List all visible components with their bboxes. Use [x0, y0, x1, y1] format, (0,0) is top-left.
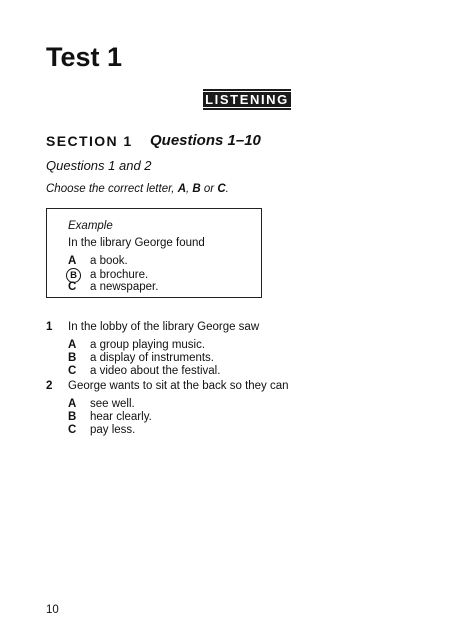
example-option-c	[68, 281, 158, 294]
instruction-letter-b: B	[192, 183, 201, 195]
instruction-prefix: Choose the correct letter,	[46, 183, 178, 195]
option-text: see well.	[90, 398, 135, 410]
question-1-option-b[interactable]	[68, 352, 214, 365]
option-letter: A	[68, 339, 77, 351]
option-letter: C	[68, 365, 77, 377]
option-letter: C	[68, 281, 77, 293]
option-letter: C	[68, 424, 77, 436]
question-1-number: 1	[46, 321, 53, 333]
listening-banner-label: LISTENING	[200, 91, 294, 108]
page-number: 10	[46, 604, 59, 616]
question-1-option-a[interactable]	[68, 339, 205, 352]
option-letter: B	[68, 352, 77, 364]
question-2-number: 2	[46, 380, 53, 392]
option-text: pay less.	[90, 424, 136, 436]
option-text: a newspaper.	[90, 281, 159, 293]
example-label: Example	[68, 220, 113, 232]
question-2-text: George wants to sit at the back so they can	[68, 380, 289, 392]
option-text: a group playing music.	[90, 339, 206, 351]
question-2-option-a[interactable]	[68, 398, 135, 411]
option-letter: B	[68, 411, 77, 423]
question-1-option-c[interactable]	[68, 365, 220, 378]
instruction-sep-2: or	[200, 183, 218, 195]
test-title: Test 1	[46, 42, 123, 72]
option-text: a display of instruments.	[90, 352, 215, 364]
option-letter: A	[68, 255, 77, 267]
section-heading: SECTION 1	[46, 133, 133, 149]
selected-answer-circle-icon: B	[66, 268, 81, 283]
instruction-sep-1: ,	[186, 183, 193, 195]
example-box	[46, 208, 262, 298]
questions-range: Questions 1–10	[150, 132, 261, 149]
question-2-option-c[interactable]	[68, 424, 135, 437]
instruction-letter-a: A	[177, 183, 186, 195]
option-text: hear clearly.	[90, 411, 152, 423]
question-2-option-b[interactable]	[68, 411, 152, 424]
option-letter: A	[68, 398, 77, 410]
question-1-text: In the lobby of the library George saw	[68, 321, 260, 333]
instruction-text	[46, 182, 229, 197]
option-text: a video about the festival.	[90, 365, 221, 377]
option-text: a book.	[90, 255, 128, 267]
instruction-letter-c: C	[217, 183, 226, 195]
example-option-a	[68, 255, 128, 268]
example-prompt: In the library George found	[68, 237, 205, 249]
instruction-suffix: .	[225, 183, 229, 195]
option-text: a brochure.	[90, 269, 149, 281]
listening-banner	[203, 89, 291, 110]
questions-subheading: Questions 1 and 2	[46, 158, 152, 173]
